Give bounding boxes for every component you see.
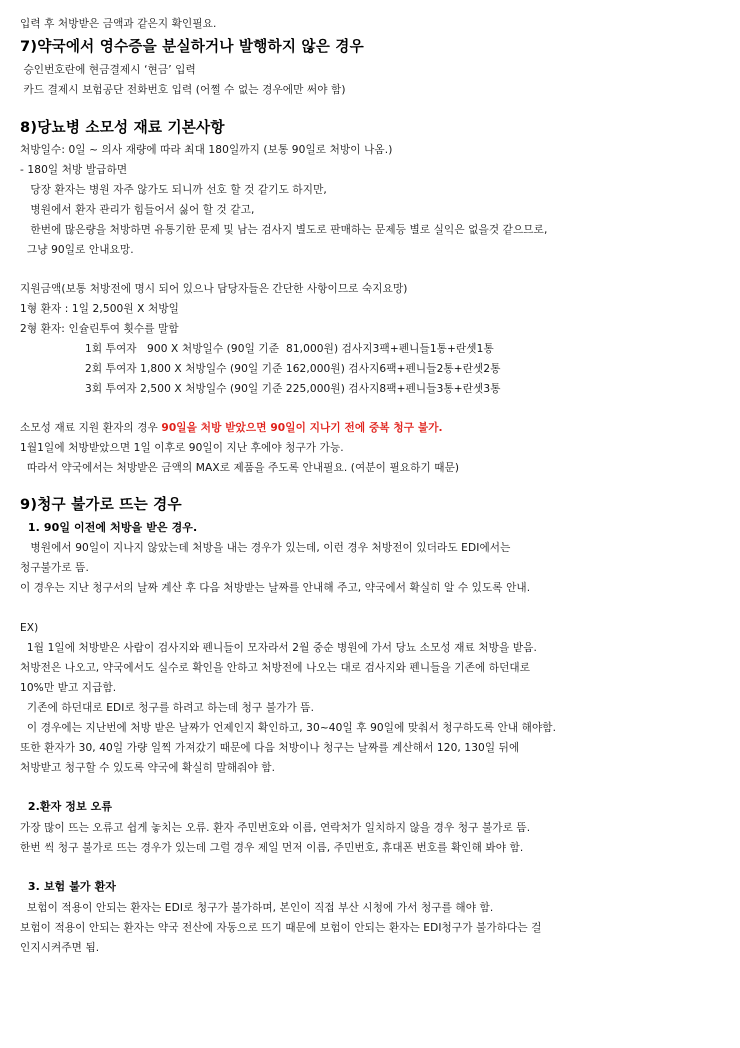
section-heading-7: 7)약국에서 영수증을 분실하거나 발행하지 않은 경우 bbox=[20, 38, 364, 55]
subheading: 2.환자 정보 오류 bbox=[20, 800, 113, 813]
text-line: 3회 투여자 2,500 X 처방일수 (90일 기준 225,000원) 검사지8팩+펜니들3통+란셋3통 bbox=[85, 383, 501, 395]
text-line: 병원에서 90일이 지나지 않았는데 처방을 내는 경우가 있는데, 이런 경우 처방전이 있더라도 EDI에서는 bbox=[20, 542, 511, 554]
warning-text: 90일을 처방 받았으면 90일이 지나기 전에 중복 청구 불가. bbox=[161, 422, 443, 434]
text-line: 한번 씩 청구 불가로 뜨는 경우가 있는데 그럴 경우 제일 먼저 이름, 주민번호, 휴대폰 번호를 확인해 봐야 함. bbox=[20, 842, 524, 854]
text-line: 1회 투여자 900 X 처방일수 (90일 기준 81,000원) 검사지3팩+펜니들1통+란셋1통 bbox=[85, 343, 494, 355]
text-span: 소모성 재료 지원 환자의 경우 bbox=[20, 422, 162, 434]
text-line: - 180일 처방 발급하면 bbox=[20, 164, 128, 176]
text-line: 보험이 적용이 안되는 환자는 약국 전산에 자동으로 뜨기 때문에 보험이 안되는 환자는 EDI청구가 불가하다는 걸 bbox=[20, 922, 542, 934]
text-line: 한번에 많은량을 처방하면 유통기한 문제 및 남는 검사지 별도로 판매하는 문제등 별로 실익은 없을것 같으므로, bbox=[20, 224, 548, 236]
text-line: 지원금액(보통 처방전에 명시 되어 있으나 담당자들은 간단한 사항이므로 숙지요망) bbox=[20, 283, 408, 295]
text-line: 또한 환자가 30, 40일 가량 일찍 가져갔기 때문에 다음 처방이나 청구는 날짜를 계산해서 120, 130일 뒤에 bbox=[20, 742, 520, 754]
text-line: 병원에서 환자 관리가 힘들어서 싫어 할 것 같고, bbox=[20, 204, 255, 216]
text-line: 처방일수: 0일 ~ 의사 재량에 따라 최대 180일까지 (보통 90일로 처방이 나옴.) bbox=[20, 144, 393, 156]
text-line: 1월 1일에 처방받은 사람이 검사지와 펜니들이 모자라서 2월 중순 병원에 가서 당뇨 소모성 재료 처방을 받음. bbox=[20, 642, 537, 654]
text-line: 가장 많이 뜨는 오류고 쉽게 놓치는 오류. 환자 주민번호와 이름, 연락처가 일치하지 않을 경우 청구 불가로 뜸. bbox=[20, 822, 531, 834]
text-line: 당장 환자는 병원 자주 않가도 되니까 선호 할 것 같기도 하지만, bbox=[20, 184, 327, 196]
text-line: EX) bbox=[20, 622, 39, 634]
section-heading-8: 8)당뇨병 소모성 재료 기본사항 bbox=[20, 119, 225, 136]
text-line: 1형 환자 : 1일 2,500원 X 처방일 bbox=[20, 303, 180, 315]
text-line: 1월1일에 처방받았으면 1일 이후로 90일이 지난 후에야 청구가 가능. bbox=[20, 442, 344, 454]
text-line: 청구불가로 뜸. bbox=[20, 562, 89, 574]
text-line: 처방받고 청구할 수 있도록 약국에 확실히 말해줘야 함. bbox=[20, 762, 276, 774]
subheading: 1. 90일 이전에 처방을 받은 경우. bbox=[20, 521, 198, 534]
text-line: 이 경우는 지난 청구서의 날짜 계산 후 다음 처방받는 날짜를 안내해 주고, 약국에서 확실히 알 수 있도록 안내. bbox=[20, 582, 531, 594]
text-line: 카드 결제시 보험공단 전화번호 입력 (어쩔 수 없는 경우에만 써야 함) bbox=[20, 84, 346, 96]
text-line bbox=[20, 421, 443, 435]
text-line: 보험이 적용이 안되는 환자는 EDI로 청구가 불가하며, 본인이 직접 부산 시청에 가서 청구를 해야 함. bbox=[20, 902, 494, 914]
section-heading-9: 9)청구 불가로 뜨는 경우 bbox=[20, 496, 182, 513]
text-line: 2회 투여자 1,800 X 처방일수 (90일 기준 162,000원) 검사지6팩+펜니들2통+란셋2통 bbox=[85, 363, 501, 375]
text-line: 따라서 약국에서는 처방받은 금액의 MAX로 제품을 주도록 안내필요. (여분이 필요하기 때문) bbox=[20, 462, 460, 474]
text-line: 처방전은 나오고, 약국에서도 실수로 확인을 안하고 처방전에 나오는 대로 검사지와 펜니들을 기존에 하던대로 bbox=[20, 662, 531, 674]
text-line: 승인번호란에 현금결제시 ‘현금’ 입력 bbox=[20, 64, 196, 76]
text-line: 이 경우에는 지난번에 처방 받은 날짜가 언제인지 확인하고, 30~40일 후 90일에 맞춰서 청구하도록 안내 해야함. bbox=[20, 722, 557, 734]
text-line: 2형 환자: 인슐린투여 횟수를 말함 bbox=[20, 323, 179, 335]
text-line: 인지시켜주면 됨. bbox=[20, 942, 100, 954]
text-line: 그냥 90일로 안내요망. bbox=[20, 244, 134, 256]
text-line: 10%만 받고 지급함. bbox=[20, 682, 117, 694]
subheading: 3. 보험 불가 환자 bbox=[20, 880, 117, 893]
text-line: 기존에 하던대로 EDI로 청구를 하려고 하는데 청구 불가가 뜸. bbox=[20, 702, 315, 714]
text-line: 입력 후 처방받은 금액과 같은지 확인필요. bbox=[20, 18, 217, 30]
